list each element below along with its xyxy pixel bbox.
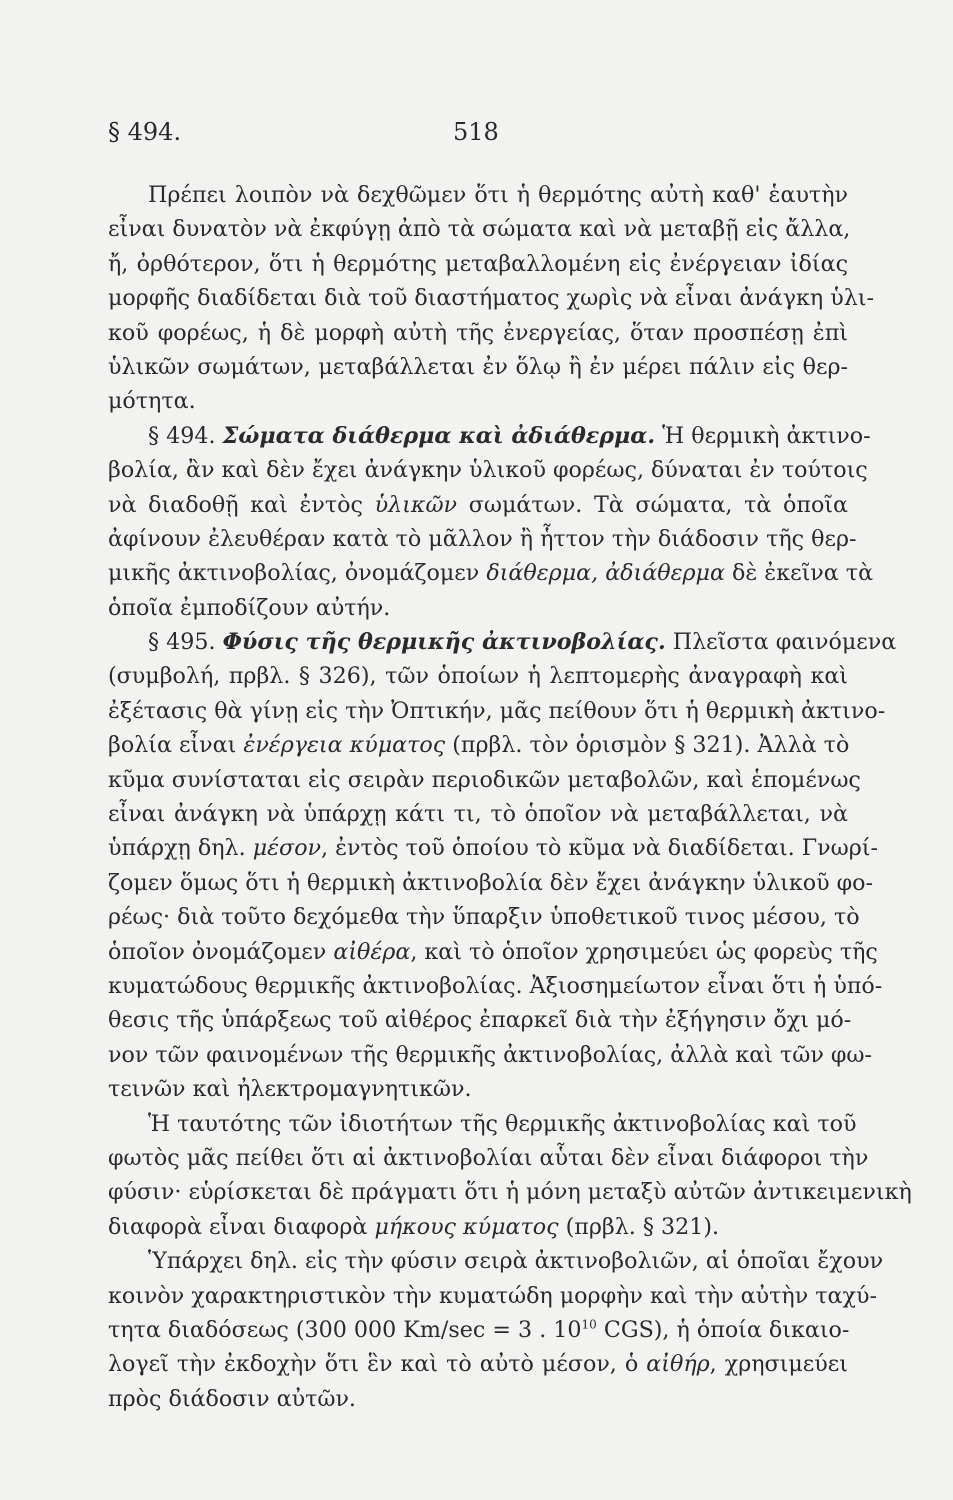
text-line [108,1244,884,1278]
line-text: φύσιν· εὑρίσκεται δὲ πράγματι ὅτι ἡ μόνη μεταξὺ αὐτῶν ἀντικειμενικὴ [108,1179,912,1206]
line-text: νὰ διαδοθῇ καὶ ἐντὸς [108,491,375,518]
line-text: νον τῶν φαινομένων τῆς θερμικῆς ἀκτινοβολίας, ἀλλὰ καὶ τῶν φω- [108,1041,873,1068]
line-text: κυματώδους θερμικῆς ἀκτινοβολίας. Ἀξιοσημείωτον εἶναι ὅτι ἡ ὑπό- [108,972,883,999]
line-text: διαφορὰ εἶναι διαφορὰ [108,1213,375,1240]
text-line [108,1038,873,1072]
text-line [108,1175,912,1209]
emphasis-text: ὑλικῶν [374,491,458,518]
line-text: ἤ, ὀρθότερον, ὅτι ἡ θερμότης μεταβαλλομένη εἰς ἐνέργειαν ἰδίας [108,250,848,277]
line-text: βολία εἶναι [108,732,244,759]
line-text: μορφῆς διαδίδεται διὰ τοῦ διαστήματος χωρὶς νὰ εἶναι ἀνάγκη ὑλι- [108,285,874,312]
running-head [108,118,848,152]
line-text: δὲ ἐκεῖνα τὰ [724,560,874,587]
line-text: θεσις τῆς ὑπάρξεως τοῦ αἰθέρος ἐπαρκεῖ διὰ τὴν ἐξήγησιν ὄχι μό- [108,1007,852,1034]
line-text: § 494. [148,422,223,449]
text-line [108,1072,848,1106]
text-line [108,591,848,625]
line-text: πρὸς διάδοσιν αὐτῶν. [108,1385,356,1412]
line-text: , ἐντὸς τοῦ ὁποίου τὸ κῦμα νὰ διαδίδεται. Γνωρί- [321,835,878,862]
text-line [108,212,851,246]
text-line [108,178,848,212]
line-text: εἶναι ἀνάγκη νὰ ὑπάρχῃ κάτι τι, τὸ ὁποῖον νὰ μεταβάλλεται, νὰ [108,801,848,828]
line-text: ὑπάρχῃ δηλ. [108,835,253,862]
line-text: ἐξέτασις θὰ γίνῃ εἰς τὴν Ὀπτικήν, μᾶς πείθουν ὅτι ἡ θερμικὴ ἀκτινο- [108,697,886,724]
text-line [108,1382,848,1416]
text-line [108,1279,877,1313]
text-line [108,316,848,350]
emphasis-text: ἐνέργεια κύματος [243,732,446,759]
text-line [108,1107,857,1141]
line-text: Πλεῖστα φαινόμενα [665,629,897,656]
text-line [108,694,886,728]
text-line [108,935,878,969]
line-text: μικῆς ἀκτινοβολίας, ὀνομάζομεν [108,560,487,587]
line-text: (συμβολή, πρβλ. § 326), τῶν ὁποίων ἡ λεπτομερὴς ἀναγραφὴ καὶ [108,663,848,690]
section-reference: § 494. [108,118,182,146]
line-text: Πρέπει λοιπὸν νὰ δεχθῶμεν ὅτι ἡ θερμότης αὐτὴ καθ' ἑαυτὴν [148,182,848,208]
line-text: κῦμα συνίσταται εἰς σειρὰν περιοδικῶν μεταβολῶν, καὶ ἑπομένως [108,766,861,793]
body-text [108,178,912,1416]
text-line [108,488,848,522]
line-text: ὁποῖον ὀνομάζομεν [108,938,334,965]
text-line [108,625,897,659]
text-line [108,1313,848,1347]
line-text: ὁποῖα ἐμποδίζουν αὐτήν. [108,594,391,621]
text-line [108,1141,869,1175]
text-line [108,1003,852,1037]
exponent: 10 [581,1317,597,1332]
text-line [108,384,848,418]
text-line [108,969,883,1003]
emphasis-text: μέσον [252,835,322,862]
line-text: κοινὸν χαρακτηριστικὸν τὴν κυματώδη μορφὴν καὶ τὴν αὐτὴν ταχύ- [108,1282,877,1309]
line-text: , καὶ τὸ ὁποῖον χρησιμεύει ὡς φορεὺς τῆς [410,938,878,965]
emphasis-text: αἰθέρα [333,938,411,965]
line-text: ζομεν ὅμως ὅτι ἡ θερμικὴ ἀκτινοβολία δὲν ἔχει ἀνάγκην ὑλικοῦ φο- [108,869,874,896]
page-number: 518 [453,118,499,146]
emphasis-text: μήκους κύματος [374,1213,559,1240]
section-heading: Σώματα διάθερμα καὶ ἀδιάθερμα. [222,422,656,449]
line-text: ρέως· διὰ τοῦτο δεχόμεθα τὴν ὕπαρξιν ὑποθετικοῦ τινος μέσου, τὸ [108,904,860,931]
text-line [108,281,874,315]
text-line [108,866,874,900]
line-text: εἶναι δυνατὸν νὰ ἐκφύγῃ ἀπὸ τὰ σώματα καὶ νὰ μεταβῇ εἰς ἄλλα, [108,216,851,243]
line-text: , χρησιμεύει [709,1351,848,1378]
line-text: ἀφίνουν ἐλευθέραν κατὰ τὸ μᾶλλον ἢ ἧττον τὴν διάδοσιν τῆς θερ- [108,525,857,552]
line-text: ὑλικῶν σωμάτων, μεταβάλλεται ἐν ὅλῳ ἢ ἐν μέρει πάλιν εἰς θερ- [108,353,848,380]
text-line [108,831,878,865]
line-text: (πρβλ. τὸν ὁρισμὸν § 321). Ἀλλὰ τὸ [445,732,850,759]
text-line [108,659,848,693]
text-line [108,350,848,384]
line-text: Ἡ θερμικὴ ἀκτινο- [655,422,871,449]
line-text: Ἡ ταυτότης τῶν ἰδιοτήτων τῆς θερμικῆς ἀκτινοβολίας καὶ τοῦ [148,1110,857,1137]
line-text: CGS), ἡ ὁποία δικαιο- [596,1316,850,1343]
line-text: μότητα. [108,388,196,415]
text-line [108,1347,848,1381]
line-text: τεινῶν καὶ ἠλεκτρομαγνητικῶν. [108,1076,472,1103]
text-line [108,900,860,934]
line-text: κοῦ φορέως, ἡ δὲ μορφὴ αὐτὴ τῆς ἐνεργείας, ὅταν προσπέσῃ ἐπὶ [108,319,848,346]
line-text: λογεῖ τὴν ἐκδοχὴν ὅτι ἓν καὶ τὸ αὐτὸ μέσον, ὁ [108,1351,647,1378]
text-line [108,419,871,453]
text-line [108,556,874,590]
text-line [108,247,848,281]
text-line [108,797,848,831]
emphasis-text: αἰθήρ [646,1351,710,1378]
line-text: βολία, ἂν καὶ δὲν ἔχει ἀνάγκην ὑλικοῦ φορέως, δύναται ἐν τούτοις [108,457,868,484]
line-text: τητα διαδόσεως (300 000 Km/sec = 3 . 10 [108,1316,582,1343]
section-heading: Φύσις τῆς θερμικῆς ἀκτινοβολίας. [222,629,666,656]
text-line [108,522,857,556]
text-line [108,1210,848,1244]
text-line [108,763,861,797]
emphasis-text: διάθερμα, ἀδιάθερμα [486,560,725,587]
text-line [108,728,848,762]
line-text: Ὑπάρχει δηλ. εἰς τὴν φύσιν σειρὰ ἀκτινοβολιῶν, αἱ ὁποῖαι ἔχουν [148,1248,884,1275]
line-text: σωμάτων. Τὰ σώματα, τὰ ὁποῖα [457,491,848,518]
line-text: (πρβλ. § 321). [558,1213,720,1240]
line-text: § 495. [148,629,223,656]
line-text: φωτὸς μᾶς πείθει ὅτι αἱ ἀκτινοβολίαι αὗται δὲν εἶναι διάφοροι τὴν [108,1144,869,1171]
text-line [108,453,868,487]
